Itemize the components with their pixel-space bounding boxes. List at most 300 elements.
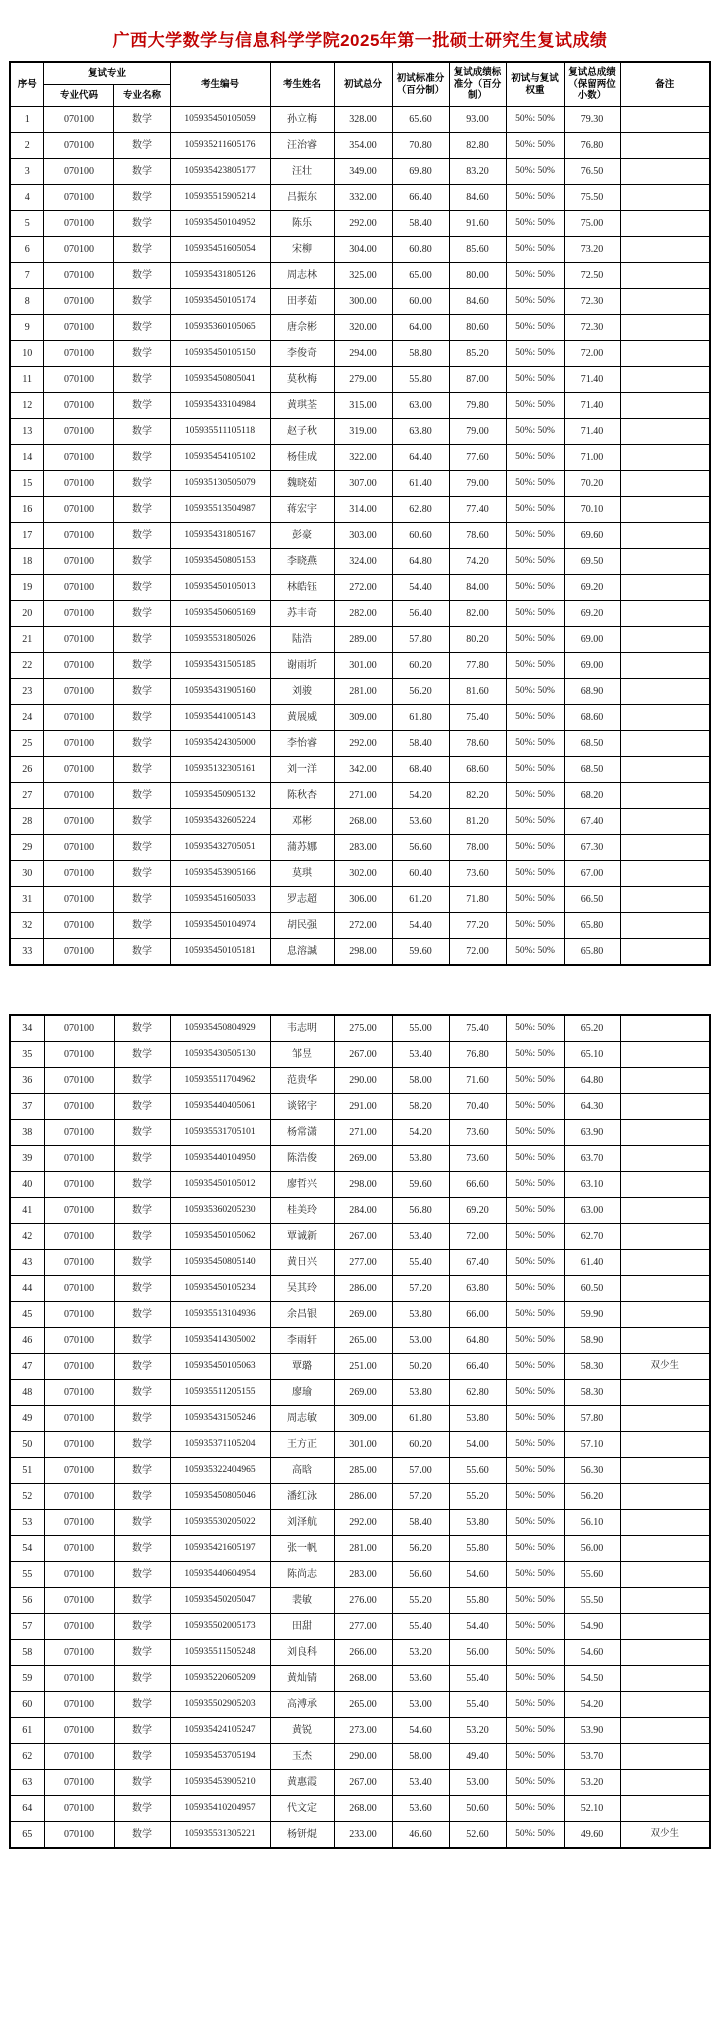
cell-candidate-name: 林皓钰 — [270, 575, 334, 601]
cell-index: 18 — [10, 549, 44, 575]
table-row — [10, 211, 710, 237]
cell-weights: 50%: 50% — [506, 653, 564, 679]
cell-candidate-id: 105935511105118 — [170, 419, 270, 445]
cell-final-score: 72.50 — [564, 263, 620, 289]
cell-index: 48 — [10, 1380, 44, 1406]
cell-retest-std: 64.80 — [449, 1328, 506, 1354]
cell-major-code: 070100 — [44, 445, 114, 471]
cell-initial-std: 53.00 — [392, 1692, 449, 1718]
cell-weights: 50%: 50% — [506, 1354, 564, 1380]
cell-retest-std: 50.60 — [449, 1796, 506, 1822]
cell-major-name: 数学 — [114, 731, 170, 757]
cell-initial-total: 279.00 — [334, 367, 392, 393]
cell-major-name: 数学 — [114, 1744, 170, 1770]
cell-final-score: 54.60 — [564, 1640, 620, 1666]
cell-major-code: 070100 — [44, 627, 114, 653]
cell-index: 35 — [10, 1042, 44, 1068]
cell-candidate-id: 105935531305221 — [170, 1822, 270, 1849]
cell-initial-std: 53.80 — [392, 1302, 449, 1328]
cell-initial-total: 298.00 — [334, 1172, 392, 1198]
cell-major-code: 070100 — [44, 939, 114, 966]
cell-index: 41 — [10, 1198, 44, 1224]
cell-weights: 50%: 50% — [506, 1068, 564, 1094]
page-title: 广西大学数学与信息科学学院2025年第一批硕士研究生复试成绩 — [112, 31, 608, 50]
cell-initial-std: 56.80 — [392, 1198, 449, 1224]
cell-major-name: 数学 — [114, 1822, 170, 1849]
cell-major-code: 070100 — [44, 1640, 114, 1666]
cell-weights: 50%: 50% — [506, 731, 564, 757]
cell-candidate-name: 桂美玲 — [270, 1198, 334, 1224]
cell-candidate-id: 105935450605169 — [170, 601, 270, 627]
cell-index: 16 — [10, 497, 44, 523]
cell-weights: 50%: 50% — [506, 471, 564, 497]
cell-final-score: 58.90 — [564, 1328, 620, 1354]
cell-remark — [620, 601, 710, 627]
cell-major-code: 070100 — [44, 393, 114, 419]
cell-retest-std: 53.00 — [449, 1770, 506, 1796]
cell-major-name: 数学 — [114, 1172, 170, 1198]
cell-final-score: 58.30 — [564, 1380, 620, 1406]
cell-initial-std: 54.40 — [392, 913, 449, 939]
cell-index: 14 — [10, 445, 44, 471]
cell-weights: 50%: 50% — [506, 367, 564, 393]
cell-final-score: 49.60 — [564, 1822, 620, 1849]
col-header-initial-std: 初试标准分（百分制） — [392, 62, 449, 107]
cell-final-score: 72.30 — [564, 289, 620, 315]
cell-initial-std: 53.60 — [392, 1666, 449, 1692]
cell-index: 51 — [10, 1458, 44, 1484]
cell-index: 11 — [10, 367, 44, 393]
cell-initial-std: 59.60 — [392, 939, 449, 966]
cell-major-code: 070100 — [44, 1146, 114, 1172]
cell-initial-total: 324.00 — [334, 549, 392, 575]
cell-major-code: 070100 — [44, 263, 114, 289]
cell-initial-std: 55.00 — [392, 1015, 449, 1042]
cell-candidate-id: 105935130505079 — [170, 471, 270, 497]
cell-candidate-id: 105935502005173 — [170, 1614, 270, 1640]
cell-retest-std: 75.40 — [449, 705, 506, 731]
cell-final-score: 69.00 — [564, 627, 620, 653]
cell-final-score: 62.70 — [564, 1224, 620, 1250]
cell-final-score: 70.20 — [564, 471, 620, 497]
cell-major-name: 数学 — [114, 1718, 170, 1744]
cell-remark — [620, 1172, 710, 1198]
score-table-page-1 — [9, 61, 711, 966]
table-row — [10, 159, 710, 185]
table-row — [10, 471, 710, 497]
table-row — [10, 809, 710, 835]
cell-candidate-id: 105935424105247 — [170, 1718, 270, 1744]
table-row — [10, 1666, 710, 1692]
cell-major-name: 数学 — [114, 757, 170, 783]
cell-initial-total: 309.00 — [334, 705, 392, 731]
cell-weights: 50%: 50% — [506, 783, 564, 809]
table-row — [10, 1796, 710, 1822]
cell-candidate-name: 孙立梅 — [270, 107, 334, 133]
cell-retest-std: 66.00 — [449, 1302, 506, 1328]
cell-candidate-name: 李俊奇 — [270, 341, 334, 367]
cell-major-code: 070100 — [44, 1328, 114, 1354]
table-row — [10, 1562, 710, 1588]
cell-candidate-id: 105935511704962 — [170, 1068, 270, 1094]
cell-final-score: 71.40 — [564, 367, 620, 393]
cell-index: 32 — [10, 913, 44, 939]
cell-major-code: 070100 — [44, 185, 114, 211]
cell-remark — [620, 1614, 710, 1640]
cell-major-name: 数学 — [114, 887, 170, 913]
cell-retest-std: 80.20 — [449, 627, 506, 653]
cell-major-name: 数学 — [114, 185, 170, 211]
cell-major-name: 数学 — [114, 627, 170, 653]
cell-weights: 50%: 50% — [506, 1692, 564, 1718]
cell-remark — [620, 835, 710, 861]
cell-remark — [620, 1380, 710, 1406]
cell-major-code: 070100 — [44, 1510, 114, 1536]
cell-candidate-id: 105935450805153 — [170, 549, 270, 575]
cell-retest-std: 66.40 — [449, 1354, 506, 1380]
table-row — [10, 1770, 710, 1796]
cell-initial-total: 251.00 — [334, 1354, 392, 1380]
cell-candidate-name: 杨钘焜 — [270, 1822, 334, 1849]
cell-index: 47 — [10, 1354, 44, 1380]
cell-major-code: 070100 — [44, 1276, 114, 1302]
col-header-weights: 初试与复试权重 — [506, 62, 564, 107]
cell-index: 63 — [10, 1770, 44, 1796]
cell-candidate-name: 彭豪 — [270, 523, 334, 549]
cell-retest-std: 79.00 — [449, 419, 506, 445]
cell-candidate-id: 105935450105013 — [170, 575, 270, 601]
cell-index: 2 — [10, 133, 44, 159]
cell-candidate-name: 胡民强 — [270, 913, 334, 939]
cell-major-name: 数学 — [114, 289, 170, 315]
col-header-candidate-name: 考生姓名 — [270, 62, 334, 107]
cell-major-name: 数学 — [114, 523, 170, 549]
table-row — [10, 731, 710, 757]
cell-initial-total: 271.00 — [334, 1120, 392, 1146]
cell-index: 25 — [10, 731, 44, 757]
cell-remark — [620, 497, 710, 523]
cell-candidate-id: 105935451605033 — [170, 887, 270, 913]
cell-candidate-name: 谢雨圻 — [270, 653, 334, 679]
cell-retest-std: 80.00 — [449, 263, 506, 289]
cell-initial-total: 283.00 — [334, 1562, 392, 1588]
table-row — [10, 1588, 710, 1614]
cell-candidate-name: 田甜 — [270, 1614, 334, 1640]
cell-major-name: 数学 — [114, 237, 170, 263]
cell-candidate-id: 105935450105174 — [170, 289, 270, 315]
table-row — [10, 1640, 710, 1666]
cell-final-score: 64.80 — [564, 1068, 620, 1094]
cell-major-code: 070100 — [44, 913, 114, 939]
cell-index: 9 — [10, 315, 44, 341]
table-row — [10, 1718, 710, 1744]
cell-major-code: 070100 — [44, 835, 114, 861]
cell-major-code: 070100 — [44, 107, 114, 133]
cell-major-name: 数学 — [114, 159, 170, 185]
cell-initial-std: 68.40 — [392, 757, 449, 783]
cell-final-score: 54.20 — [564, 1692, 620, 1718]
cell-final-score: 57.80 — [564, 1406, 620, 1432]
cell-final-score: 53.70 — [564, 1744, 620, 1770]
cell-remark — [620, 1120, 710, 1146]
cell-initial-total: 292.00 — [334, 211, 392, 237]
cell-index: 36 — [10, 1068, 44, 1094]
table-row — [10, 1042, 710, 1068]
cell-major-name: 数学 — [114, 393, 170, 419]
cell-remark — [620, 1458, 710, 1484]
cell-initial-std: 53.40 — [392, 1042, 449, 1068]
cell-major-name: 数学 — [114, 1276, 170, 1302]
cell-index: 65 — [10, 1822, 44, 1849]
cell-initial-total: 267.00 — [334, 1224, 392, 1250]
cell-weights: 50%: 50% — [506, 263, 564, 289]
cell-remark — [620, 913, 710, 939]
cell-retest-std: 49.40 — [449, 1744, 506, 1770]
cell-candidate-id: 105935424305000 — [170, 731, 270, 757]
table-row — [10, 1458, 710, 1484]
cell-index: 30 — [10, 861, 44, 887]
cell-initial-total: 269.00 — [334, 1302, 392, 1328]
cell-major-name: 数学 — [114, 809, 170, 835]
cell-weights: 50%: 50% — [506, 1328, 564, 1354]
cell-candidate-name: 王方正 — [270, 1432, 334, 1458]
cell-remark — [620, 523, 710, 549]
cell-major-name: 数学 — [114, 1146, 170, 1172]
table-row — [10, 185, 710, 211]
cell-index: 61 — [10, 1718, 44, 1744]
cell-remark — [620, 159, 710, 185]
cell-major-code: 070100 — [44, 575, 114, 601]
cell-candidate-name: 黄锐 — [270, 1718, 334, 1744]
cell-retest-std: 70.40 — [449, 1094, 506, 1120]
cell-candidate-name: 周志林 — [270, 263, 334, 289]
cell-major-code: 070100 — [44, 1432, 114, 1458]
cell-candidate-id: 105935431805167 — [170, 523, 270, 549]
cell-major-code: 070100 — [44, 341, 114, 367]
cell-initial-std: 69.80 — [392, 159, 449, 185]
cell-retest-std: 81.20 — [449, 809, 506, 835]
cell-final-score: 73.20 — [564, 237, 620, 263]
cell-remark — [620, 445, 710, 471]
cell-initial-total: 273.00 — [334, 1718, 392, 1744]
cell-major-code: 070100 — [44, 757, 114, 783]
cell-major-code: 070100 — [44, 1484, 114, 1510]
cell-remark — [620, 1068, 710, 1094]
cell-candidate-id: 105935432605224 — [170, 809, 270, 835]
cell-final-score: 56.00 — [564, 1536, 620, 1562]
cell-index: 56 — [10, 1588, 44, 1614]
cell-index: 34 — [10, 1015, 44, 1042]
cell-weights: 50%: 50% — [506, 1120, 564, 1146]
cell-major-name: 数学 — [114, 263, 170, 289]
cell-index: 22 — [10, 653, 44, 679]
cell-candidate-id: 105935423805177 — [170, 159, 270, 185]
cell-remark — [620, 367, 710, 393]
cell-initial-total: 294.00 — [334, 341, 392, 367]
cell-retest-std: 91.60 — [449, 211, 506, 237]
cell-remark — [620, 341, 710, 367]
cell-candidate-name: 赵子秋 — [270, 419, 334, 445]
cell-candidate-id: 105935453905210 — [170, 1770, 270, 1796]
cell-retest-std: 77.40 — [449, 497, 506, 523]
table-row — [10, 783, 710, 809]
cell-initial-std: 58.00 — [392, 1744, 449, 1770]
cell-candidate-name: 刘良科 — [270, 1640, 334, 1666]
cell-remark — [620, 1796, 710, 1822]
table-row — [10, 835, 710, 861]
cell-candidate-id: 105935431805126 — [170, 263, 270, 289]
cell-initial-total: 332.00 — [334, 185, 392, 211]
cell-index: 1 — [10, 107, 44, 133]
cell-candidate-name: 莫秋梅 — [270, 367, 334, 393]
cell-initial-total: 268.00 — [334, 809, 392, 835]
cell-final-score: 66.50 — [564, 887, 620, 913]
cell-candidate-name: 汪治睿 — [270, 133, 334, 159]
cell-weights: 50%: 50% — [506, 185, 564, 211]
cell-initial-total: 272.00 — [334, 575, 392, 601]
cell-initial-total: 269.00 — [334, 1380, 392, 1406]
cell-major-code: 070100 — [44, 1068, 114, 1094]
cell-remark — [620, 1562, 710, 1588]
table-row — [10, 1406, 710, 1432]
cell-retest-std: 68.60 — [449, 757, 506, 783]
table-row — [10, 705, 710, 731]
cell-weights: 50%: 50% — [506, 1588, 564, 1614]
cell-retest-std: 55.80 — [449, 1588, 506, 1614]
cell-major-name: 数学 — [114, 1588, 170, 1614]
cell-remark — [620, 1744, 710, 1770]
cell-weights: 50%: 50% — [506, 1536, 564, 1562]
cell-remark — [620, 1250, 710, 1276]
table-row — [10, 1224, 710, 1250]
cell-retest-std: 66.60 — [449, 1172, 506, 1198]
cell-major-code: 070100 — [44, 1588, 114, 1614]
cell-retest-std: 53.80 — [449, 1510, 506, 1536]
cell-major-name: 数学 — [114, 1015, 170, 1042]
cell-remark — [620, 1770, 710, 1796]
cell-remark — [620, 653, 710, 679]
cell-index: 12 — [10, 393, 44, 419]
cell-retest-std: 82.00 — [449, 601, 506, 627]
cell-initial-std: 55.40 — [392, 1250, 449, 1276]
cell-candidate-name: 谈铭宇 — [270, 1094, 334, 1120]
cell-weights: 50%: 50% — [506, 1796, 564, 1822]
table-row — [10, 653, 710, 679]
cell-initial-std: 58.80 — [392, 341, 449, 367]
cell-candidate-name: 黄惠霞 — [270, 1770, 334, 1796]
cell-candidate-name: 刘骏 — [270, 679, 334, 705]
cell-candidate-id: 105935450105059 — [170, 107, 270, 133]
cell-weights: 50%: 50% — [506, 887, 564, 913]
cell-initial-total: 292.00 — [334, 1510, 392, 1536]
cell-retest-std: 77.80 — [449, 653, 506, 679]
cell-initial-std: 54.20 — [392, 783, 449, 809]
cell-candidate-id: 105935450805140 — [170, 1250, 270, 1276]
cell-remark — [620, 1328, 710, 1354]
cell-retest-std: 67.40 — [449, 1250, 506, 1276]
cell-initial-std: 55.20 — [392, 1588, 449, 1614]
table-row — [10, 575, 710, 601]
cell-major-code: 070100 — [44, 289, 114, 315]
cell-retest-std: 73.60 — [449, 1120, 506, 1146]
cell-weights: 50%: 50% — [506, 757, 564, 783]
cell-index: 19 — [10, 575, 44, 601]
cell-initial-total: 281.00 — [334, 1536, 392, 1562]
cell-weights: 50%: 50% — [506, 133, 564, 159]
cell-remark — [620, 1510, 710, 1536]
cell-final-score: 54.90 — [564, 1614, 620, 1640]
cell-candidate-id: 105935450105063 — [170, 1354, 270, 1380]
cell-retest-std: 84.00 — [449, 575, 506, 601]
cell-weights: 50%: 50% — [506, 1484, 564, 1510]
cell-index: 5 — [10, 211, 44, 237]
cell-remark — [620, 1146, 710, 1172]
cell-candidate-id: 105935440405061 — [170, 1094, 270, 1120]
cell-remark — [620, 393, 710, 419]
cell-candidate-name: 高溥承 — [270, 1692, 334, 1718]
cell-index: 40 — [10, 1172, 44, 1198]
cell-weights: 50%: 50% — [506, 1250, 564, 1276]
table-row — [10, 263, 710, 289]
cell-initial-total: 298.00 — [334, 939, 392, 966]
cell-final-score: 69.00 — [564, 653, 620, 679]
cell-final-score: 79.30 — [564, 107, 620, 133]
cell-retest-std: 54.60 — [449, 1562, 506, 1588]
cell-final-score: 53.90 — [564, 1718, 620, 1744]
cell-index: 44 — [10, 1276, 44, 1302]
cell-weights: 50%: 50% — [506, 1458, 564, 1484]
cell-initial-total: 265.00 — [334, 1692, 392, 1718]
cell-remark — [620, 315, 710, 341]
cell-remark — [620, 731, 710, 757]
cell-major-name: 数学 — [114, 861, 170, 887]
cell-final-score: 69.20 — [564, 575, 620, 601]
cell-index: 6 — [10, 237, 44, 263]
cell-weights: 50%: 50% — [506, 315, 564, 341]
cell-final-score: 67.30 — [564, 835, 620, 861]
table-row — [10, 1510, 710, 1536]
cell-retest-std: 85.60 — [449, 237, 506, 263]
cell-initial-std: 53.40 — [392, 1224, 449, 1250]
cell-retest-std: 72.00 — [449, 1224, 506, 1250]
cell-final-score: 68.20 — [564, 783, 620, 809]
cell-index: 43 — [10, 1250, 44, 1276]
cell-major-name: 数学 — [114, 679, 170, 705]
cell-major-name: 数学 — [114, 1666, 170, 1692]
cell-candidate-id: 105935453905166 — [170, 861, 270, 887]
cell-final-score: 69.20 — [564, 601, 620, 627]
cell-candidate-name: 宋柳 — [270, 237, 334, 263]
cell-index: 39 — [10, 1146, 44, 1172]
cell-final-score: 75.00 — [564, 211, 620, 237]
cell-remark — [620, 1094, 710, 1120]
cell-weights: 50%: 50% — [506, 1718, 564, 1744]
cell-final-score: 65.20 — [564, 1015, 620, 1042]
cell-initial-total: 283.00 — [334, 835, 392, 861]
cell-major-name: 数学 — [114, 653, 170, 679]
cell-major-name: 数学 — [114, 1432, 170, 1458]
cell-candidate-name: 覃诚新 — [270, 1224, 334, 1250]
cell-initial-total: 291.00 — [334, 1094, 392, 1120]
cell-index: 4 — [10, 185, 44, 211]
cell-major-code: 070100 — [44, 549, 114, 575]
col-header-major-code: 专业代码 — [44, 85, 114, 107]
cell-initial-std: 59.60 — [392, 1172, 449, 1198]
cell-initial-std: 53.60 — [392, 1796, 449, 1822]
cell-remark — [620, 471, 710, 497]
cell-candidate-name: 蒋宏宇 — [270, 497, 334, 523]
cell-remark: 双少生 — [620, 1354, 710, 1380]
